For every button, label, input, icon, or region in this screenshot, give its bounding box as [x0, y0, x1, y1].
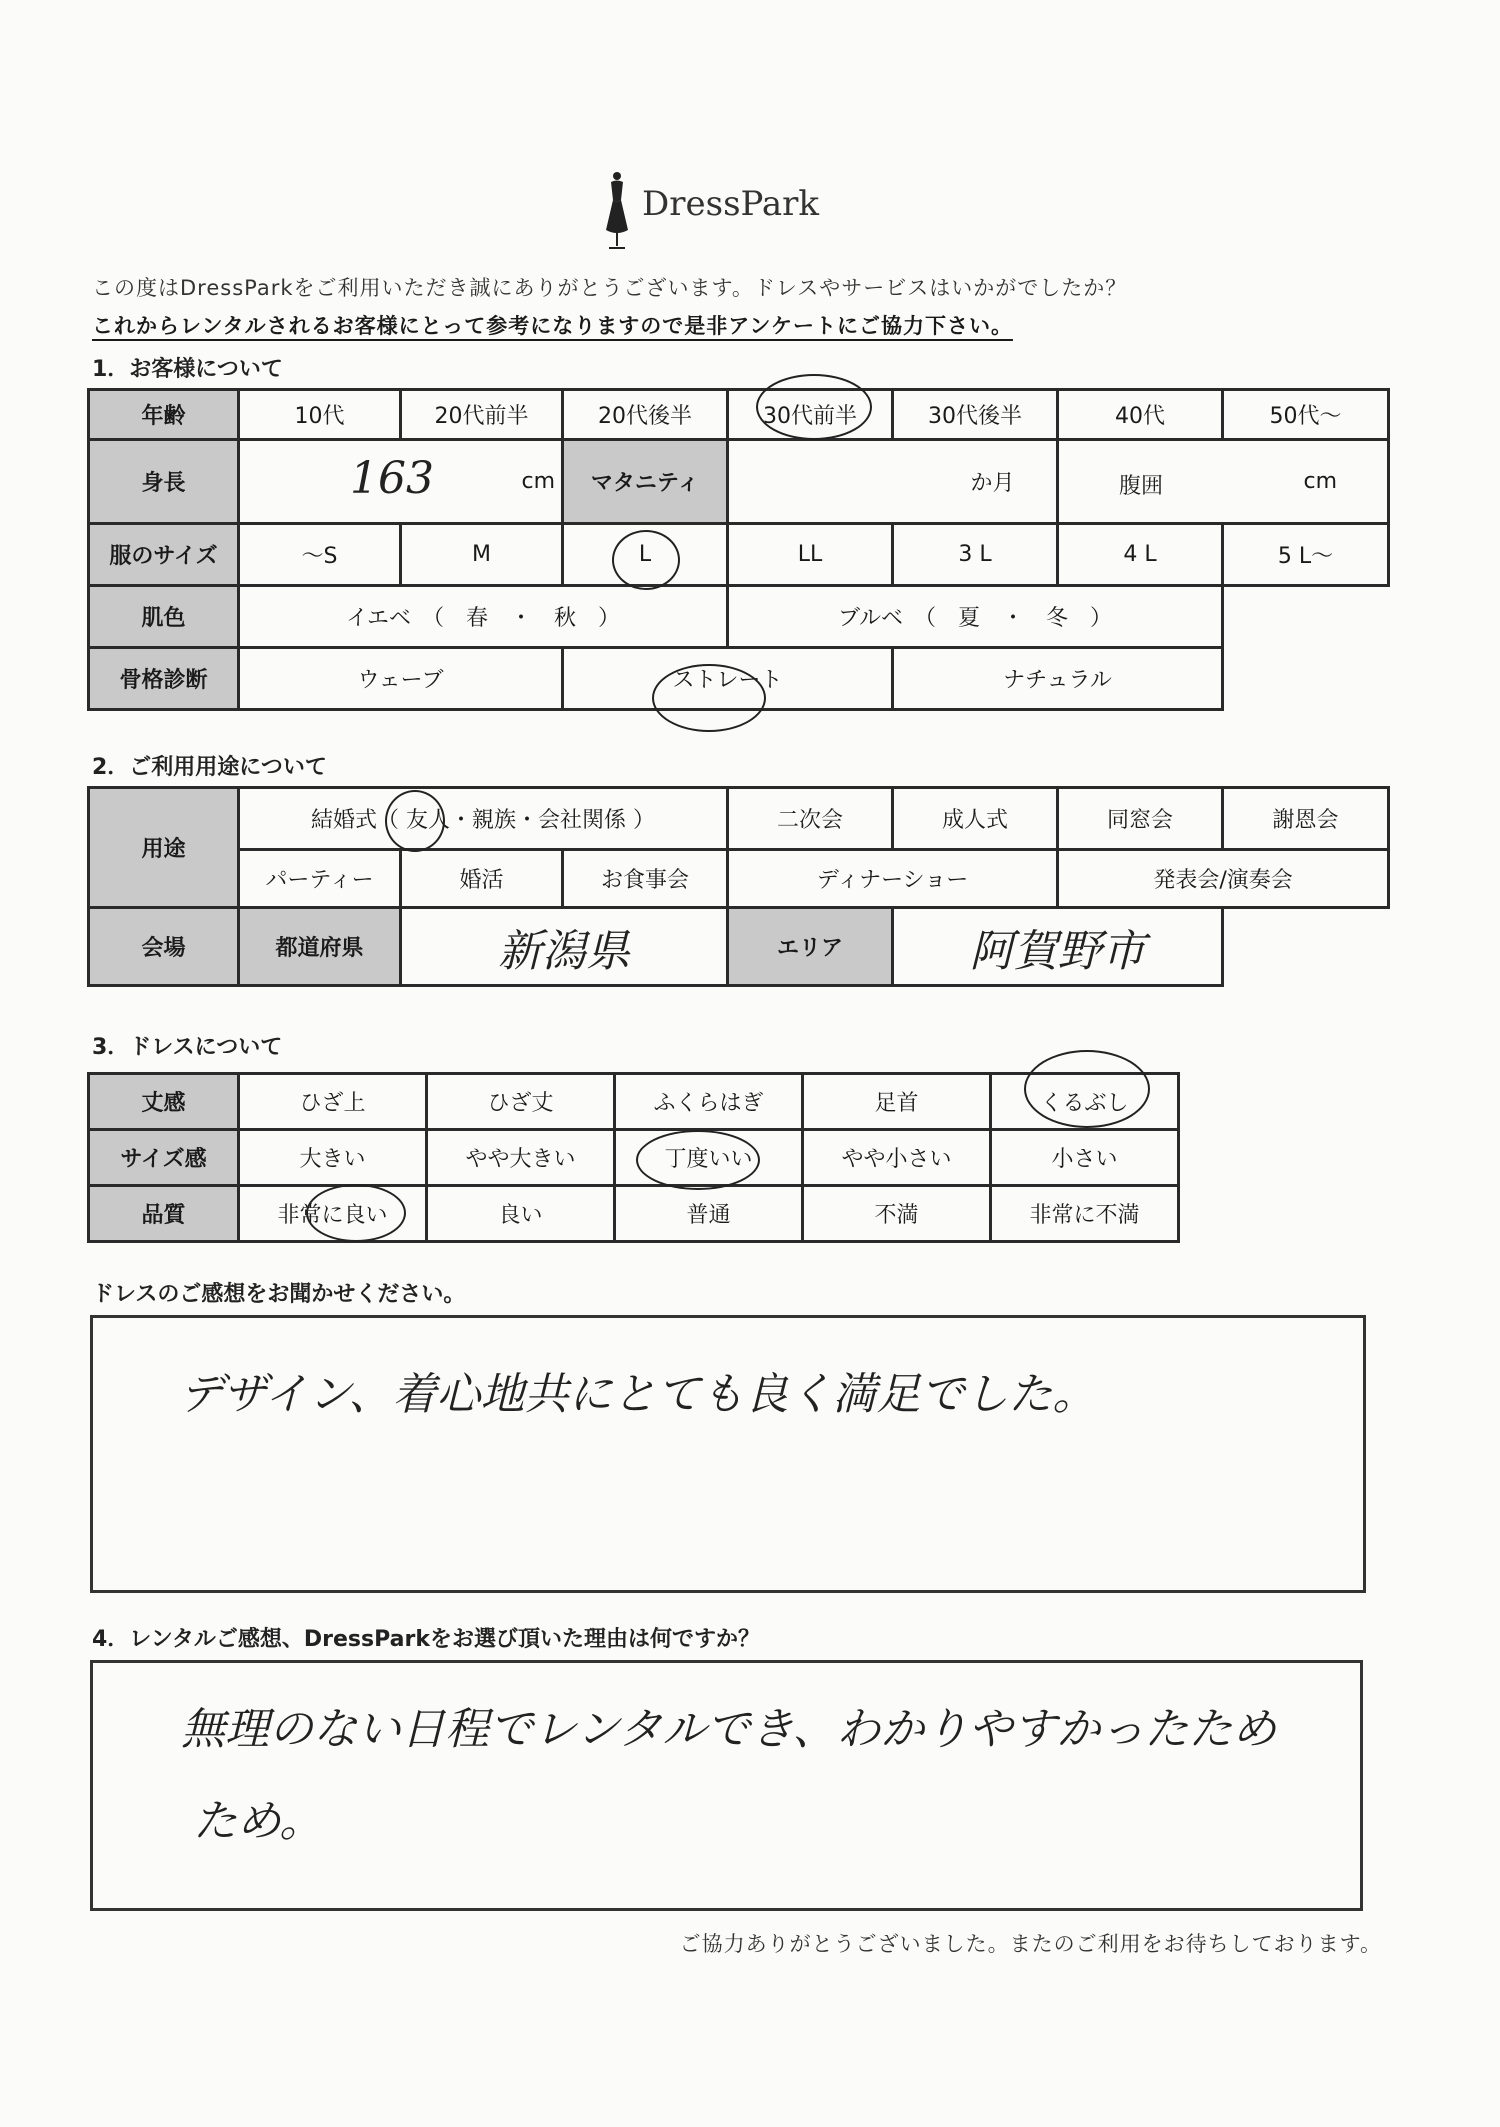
- section-1-title: 1．お客様について: [92, 357, 283, 382]
- age-option-selected[interactable]: 30代前半: [728, 390, 893, 440]
- quality-option[interactable]: 普通: [615, 1186, 803, 1242]
- length-option[interactable]: 足首: [803, 1074, 991, 1130]
- purpose-option[interactable]: 二次会: [728, 788, 893, 850]
- size-option[interactable]: 5 L～: [1223, 524, 1389, 586]
- reason-answer-line-2: ため。: [193, 1796, 324, 1847]
- purpose-wedding-option[interactable]: 結婚式（ 友人・親族・会社関係 ）: [239, 788, 728, 850]
- length-option[interactable]: ひざ上: [239, 1074, 427, 1130]
- dress-comment-box[interactable]: [90, 1315, 1366, 1593]
- maternity-unit: か月: [970, 471, 1015, 496]
- comment-label: ドレスのご感想をお聞かせください。: [92, 1282, 466, 1307]
- area-label: エリア: [728, 908, 893, 986]
- dress-form-icon: [600, 170, 634, 250]
- fit-option[interactable]: やや大きい: [427, 1130, 615, 1186]
- purpose-option[interactable]: パーティー: [239, 850, 401, 908]
- section-3-title: 3．ドレスについて: [92, 1035, 283, 1060]
- purpose-option[interactable]: 同窓会: [1058, 788, 1223, 850]
- size-option[interactable]: 4 L: [1058, 524, 1223, 586]
- maternity-field[interactable]: [728, 440, 1058, 524]
- skin-yellow-option[interactable]: イエベ （ 春 ・ 秋 ）: [239, 586, 728, 648]
- prefecture-label: 都道府県: [239, 908, 401, 986]
- frame-option[interactable]: ウェーブ: [239, 648, 563, 710]
- reason-answer-line-1: 無理のない日程でレンタルでき、わかりやすかったため: [181, 1704, 1277, 1755]
- fit-option-selected[interactable]: 丁度いい: [615, 1130, 803, 1186]
- purpose-option[interactable]: 発表会/演奏会: [1058, 850, 1389, 908]
- purpose-option[interactable]: 謝恩会: [1223, 788, 1389, 850]
- length-option[interactable]: ふくらはぎ: [615, 1074, 803, 1130]
- height-field[interactable]: [239, 440, 563, 524]
- venue-label: 会場: [89, 908, 239, 986]
- size-option[interactable]: ～S: [239, 524, 401, 586]
- section-4-title: 4．レンタルご感想、DressParkをお選び頂いた理由は何ですか？: [92, 1627, 760, 1652]
- age-label: 年齢: [89, 390, 239, 440]
- size-option-selected[interactable]: L: [563, 524, 728, 586]
- length-label: 丈感: [89, 1074, 239, 1130]
- intro-request-text: これからレンタルされるお客様にとって参考になりますので是非アンケートにご協力下さい。: [92, 314, 1013, 338]
- thank-you-footer: ご協力ありがとうございました。またのご利用をお待ちしております。: [679, 1932, 1382, 1956]
- waist-unit: cm: [1303, 469, 1337, 494]
- dresspark-logo: [600, 170, 840, 250]
- length-option-selected[interactable]: くるぶし: [991, 1074, 1179, 1130]
- quality-option-selected[interactable]: 非常に良い: [239, 1186, 427, 1242]
- size-option[interactable]: LL: [728, 524, 893, 586]
- quality-option[interactable]: 非常に不満: [991, 1186, 1179, 1242]
- skin-blue-option[interactable]: ブルベ （ 夏 ・ 冬 ）: [728, 586, 1223, 648]
- dress-comment-text: デザイン、着心地共にとても良く満足でした。: [179, 1369, 1097, 1420]
- purpose-label: 用途: [89, 788, 239, 908]
- age-option[interactable]: 10代: [239, 390, 401, 440]
- age-option[interactable]: 40代: [1058, 390, 1223, 440]
- age-option[interactable]: 20代前半: [401, 390, 563, 440]
- length-option[interactable]: ひざ丈: [427, 1074, 615, 1130]
- size-option[interactable]: M: [401, 524, 563, 586]
- dress-table: [87, 1072, 1180, 1243]
- purpose-option[interactable]: 婚活: [401, 850, 563, 908]
- fit-option[interactable]: 小さい: [991, 1130, 1179, 1186]
- skin-label: 肌色: [89, 586, 239, 648]
- height-label: 身長: [89, 440, 239, 524]
- intro-text: この度はDressParkをご利用いただき誠にありがとうございます。ドレスやサービスはいかがでしたか？: [92, 276, 1128, 300]
- fit-option[interactable]: やや小さい: [803, 1130, 991, 1186]
- area-field[interactable]: [893, 908, 1223, 986]
- frame-label: 骨格診断: [89, 648, 239, 710]
- reason-answer-box[interactable]: [90, 1660, 1363, 1911]
- waist-label: 腹囲: [1119, 474, 1164, 499]
- height-unit: cm: [521, 469, 555, 494]
- prefecture-field[interactable]: [401, 908, 728, 986]
- purpose-option[interactable]: お食事会: [563, 850, 728, 908]
- frame-option[interactable]: ナチュラル: [893, 648, 1223, 710]
- prefecture-value: 新潟県: [498, 925, 631, 977]
- purpose-option[interactable]: ディナーショー: [728, 850, 1058, 908]
- size-option[interactable]: 3 L: [893, 524, 1058, 586]
- section-2-title: 2．ご利用用途について: [92, 755, 327, 780]
- fit-option[interactable]: 大きい: [239, 1130, 427, 1186]
- waist-field[interactable]: [1058, 440, 1389, 524]
- quality-option[interactable]: 良い: [427, 1186, 615, 1242]
- age-option[interactable]: 20代後半: [563, 390, 728, 440]
- maternity-label: マタニティ: [563, 440, 728, 524]
- brand-name: DressPark: [642, 184, 820, 224]
- fit-label: サイズ感: [89, 1130, 239, 1186]
- purpose-option[interactable]: 成人式: [893, 788, 1058, 850]
- age-option[interactable]: 50代～: [1223, 390, 1389, 440]
- quality-option[interactable]: 不満: [803, 1186, 991, 1242]
- age-option[interactable]: 30代後半: [893, 390, 1058, 440]
- height-value: 163: [350, 453, 434, 504]
- quality-label: 品質: [89, 1186, 239, 1242]
- frame-option-selected[interactable]: ストレート: [563, 648, 893, 710]
- size-label: 服のサイズ: [89, 524, 239, 586]
- customer-info-table: [87, 388, 1390, 711]
- area-value: 阿賀野市: [969, 925, 1146, 977]
- usage-table: [87, 786, 1390, 987]
